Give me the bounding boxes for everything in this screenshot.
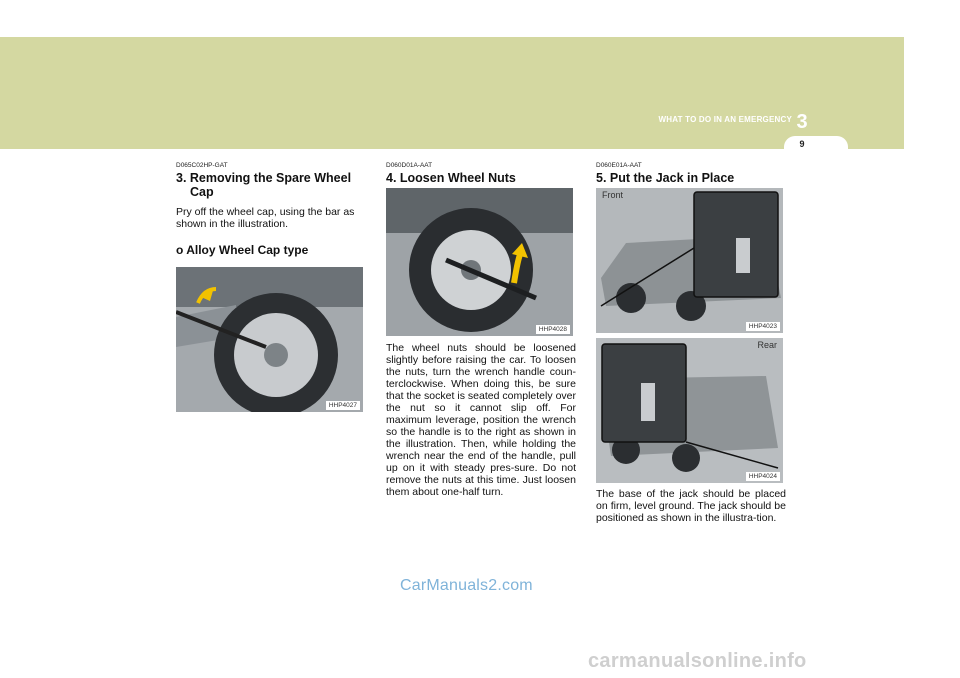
figure-jack-front <box>596 188 783 333</box>
footer-watermark: carmanualsonline.info <box>588 650 807 672</box>
chapter-number: 3 <box>796 111 808 133</box>
section-loosen-wheel-nuts <box>386 162 576 498</box>
page-number: 9 <box>799 139 805 149</box>
figure-wheel-nuts <box>386 188 573 336</box>
heading-line-2: Cap <box>190 185 214 199</box>
section-heading: 5. Put the Jack in Place <box>596 171 735 185</box>
figure-wheel-cap <box>176 267 363 412</box>
figure-label-rear: Rear <box>757 340 777 350</box>
figure-code: HHP4024 <box>746 472 780 481</box>
section-code: D065C02HP-GAT <box>176 162 228 169</box>
section-heading <box>176 171 366 199</box>
section-heading: 4. Loosen Wheel Nuts <box>386 171 516 185</box>
figure-code: HHP4023 <box>746 322 780 331</box>
section-spare-wheel-cap <box>176 162 366 412</box>
section-jack-in-place <box>596 162 786 524</box>
jack-rear-illustration <box>596 338 783 483</box>
section-code: D060D01A-AAT <box>386 162 433 169</box>
watermark: CarManuals2.com <box>400 577 533 594</box>
wheel-nuts-illustration <box>386 188 573 336</box>
section-code: D060E01A-AAT <box>596 162 642 169</box>
wheel-cap-illustration <box>176 267 363 412</box>
jack-front-illustration <box>596 188 783 333</box>
section-body: The wheel nuts should be loosened slightly before raising the car. To loosen the nuts, turn the wrench handle coun-terclockwise. When doing this, be sure that the socket is seated completely over the nut so it cannot slip off. For maximum leverage, position the wrench so the handle is to the right as shown in the illustration. Then, while holding the wrench near the end of the handle, pull up on it with steady pres-sure. Do not remove the nuts at this time. Just loosen them about one-half turn. <box>386 342 576 498</box>
section-body: The base of the jack should be placed on firm, level ground. The jack should be positioned as shown in the illustra-tion. <box>596 488 786 524</box>
heading-line-1: 3. Removing the Spare Wheel <box>176 171 352 185</box>
figure-code: HHP4028 <box>536 325 570 334</box>
chapter-title: WHAT TO DO IN AN EMERGENCY <box>658 115 792 124</box>
section-body: Pry off the wheel cap, using the bar as shown in the illustration. <box>176 206 355 230</box>
subheading: o Alloy Wheel Cap type <box>176 243 309 257</box>
figure-label-front: Front <box>602 190 624 200</box>
figure-jack-rear <box>596 338 783 483</box>
figure-code: HHP4027 <box>326 401 360 410</box>
header-band <box>0 37 904 149</box>
